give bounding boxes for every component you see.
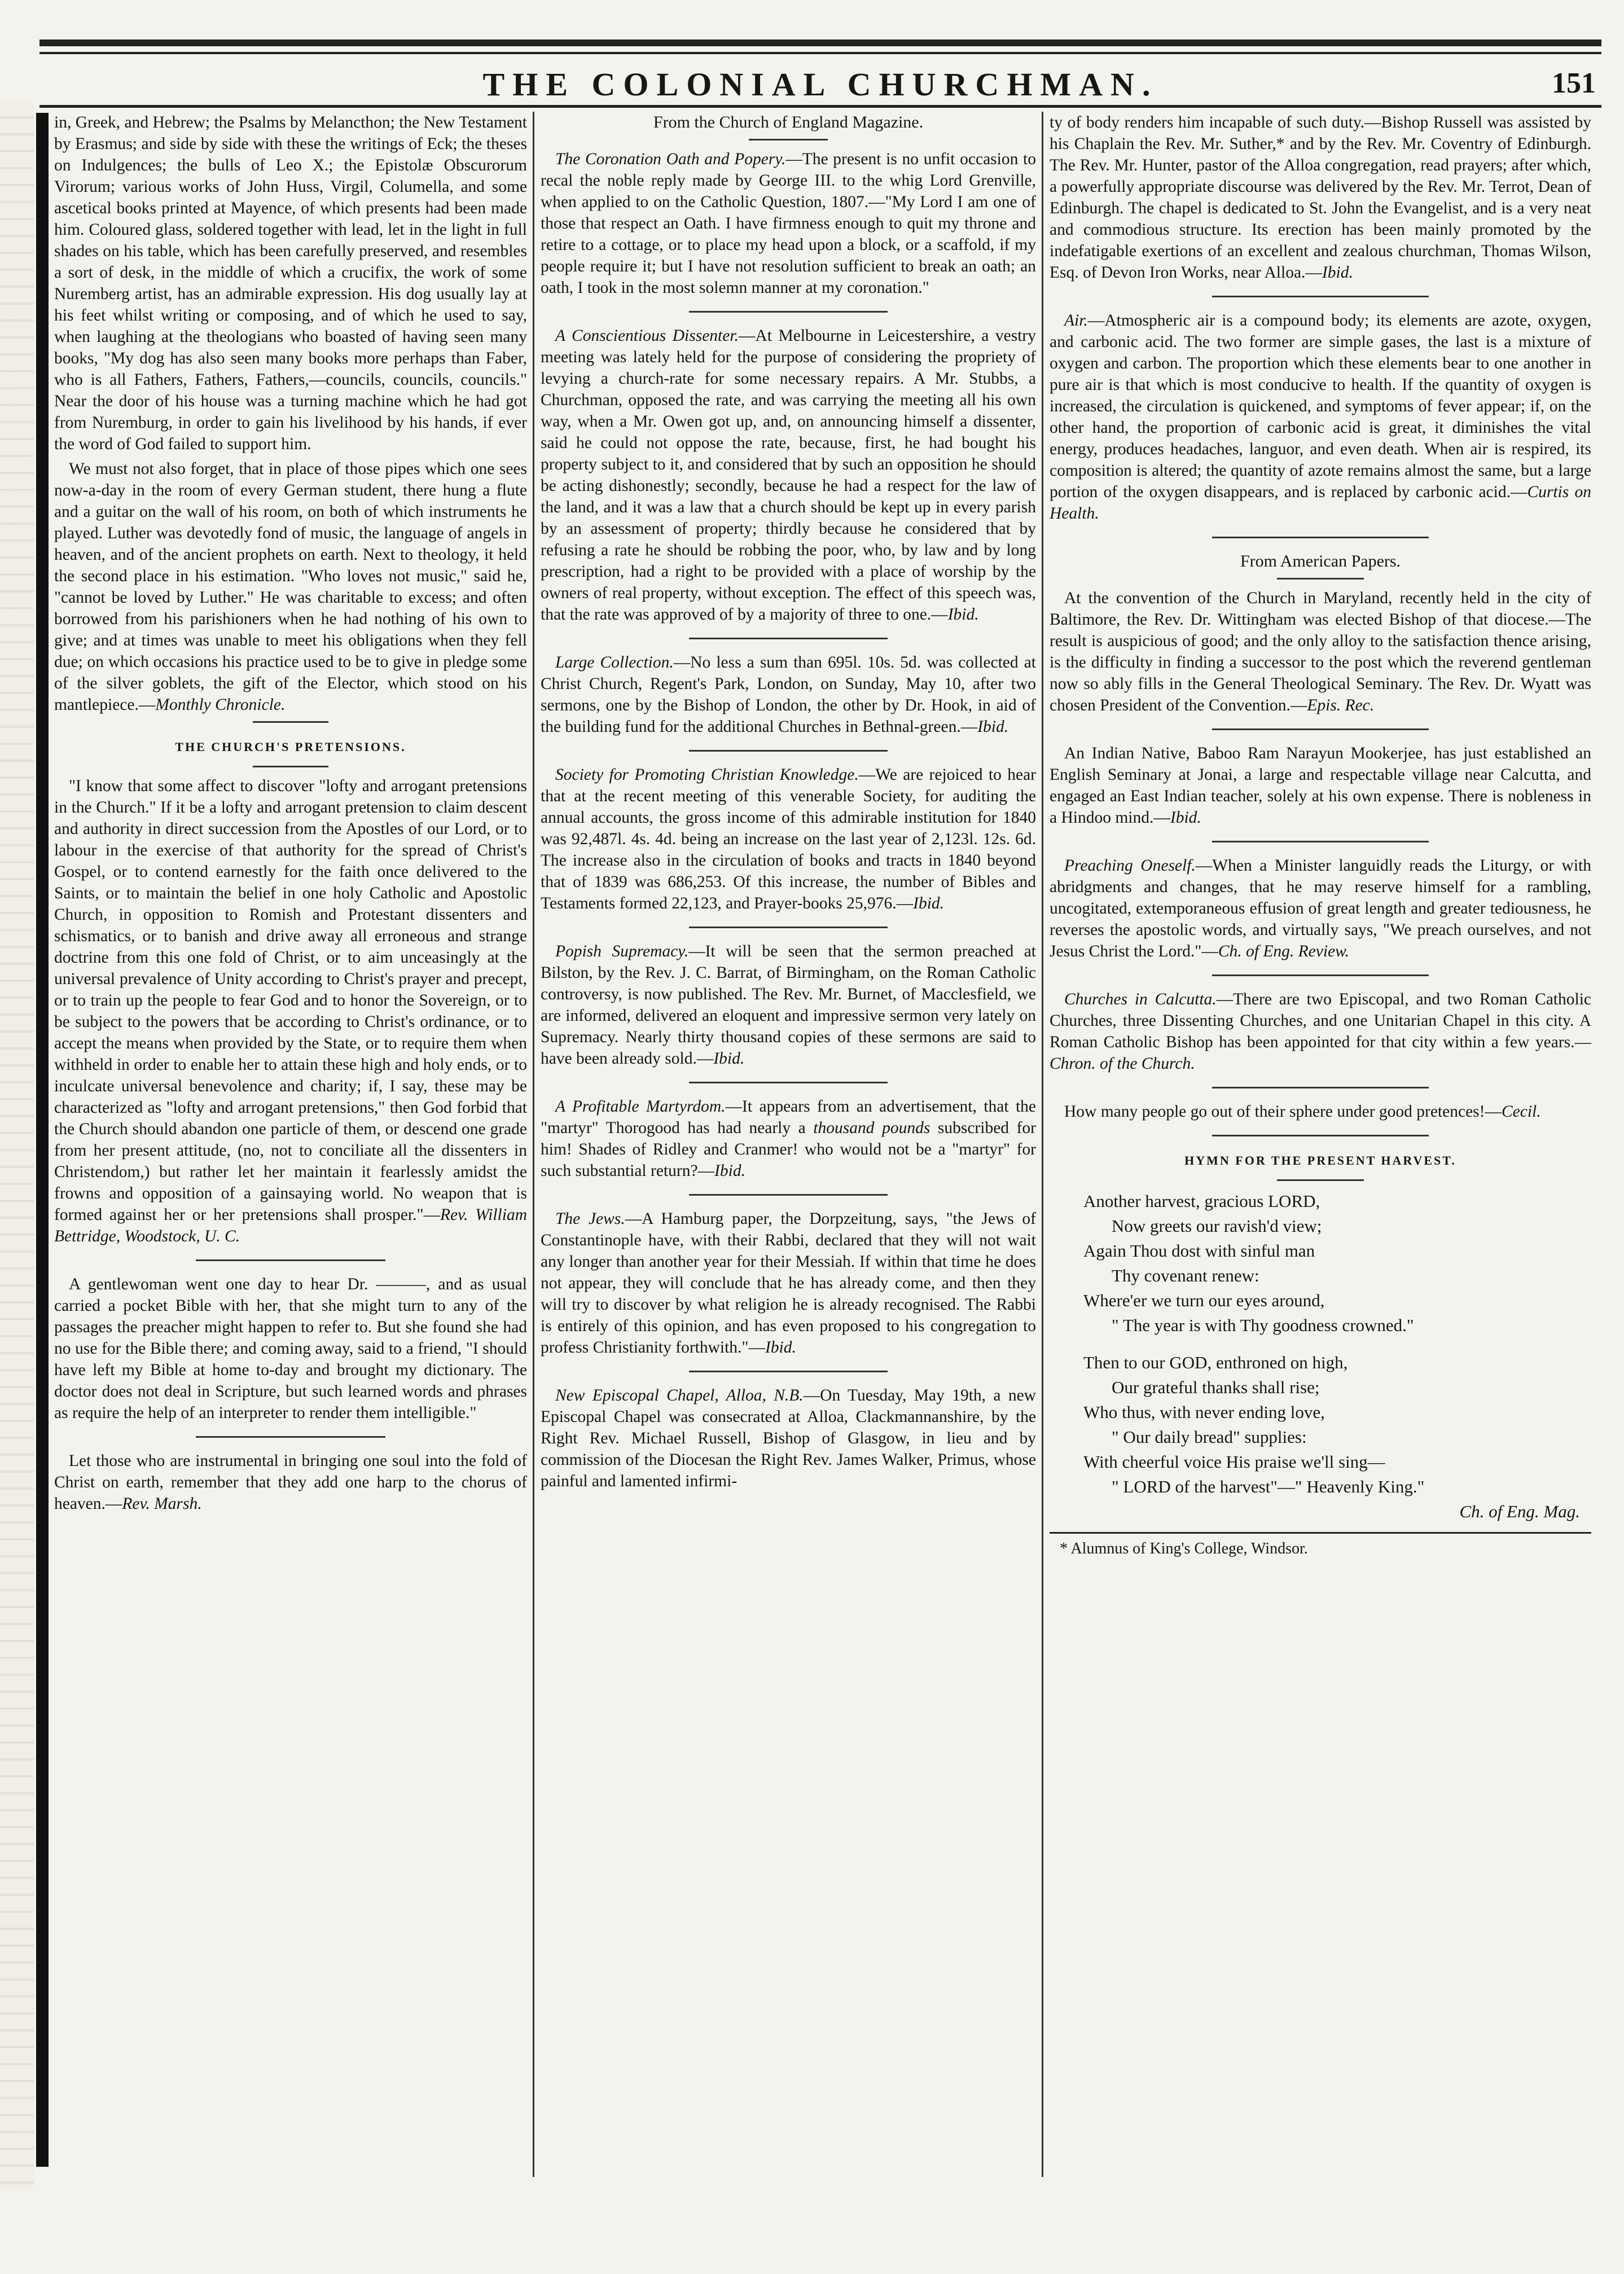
article-title: Large Collection. xyxy=(555,653,674,671)
article-title: A Profitable Martyrdom. xyxy=(555,1098,726,1116)
paragraph xyxy=(54,1450,527,1514)
paragraph-text: We must not also forget, that in place of those pipes which one sees now-a-day in the room of every German student, there hung a flute and a guitar on the wall of his room, on both of which instruments he played. Luther was devotedly fond of music, the language of angels in heaven, and of the ancient prophets on earth. Next to theology, it held the second place in his estimation. "Who loves not music," said he, "cannot be loved by Luther." He was charitable to excess; and often borrowed from his parishioners when he had nothing of his own to give; and at times was unable to meet his obligations when they fell due; on which occasions his practice used to be to give in pledge some of the silver goblets, the gift of the Elector, which stood on his mantlepiece.— xyxy=(54,460,527,714)
source-heading: From American Papers. xyxy=(1240,552,1401,570)
separator xyxy=(1212,728,1429,730)
hymn-line: Another harvest, gracious LORD, xyxy=(1083,1191,1320,1211)
separator xyxy=(1212,1135,1429,1136)
binding-shadow xyxy=(36,113,49,2167)
hymn-line: Where'er we turn our eyes around, xyxy=(1083,1290,1325,1310)
article-body: —A Hamburg paper, the Dorpzeitung, says, "the Jews of Constantinople have, with their Rabbi, declared that they will not wait any longer than another year for their Messiah. If within that time he does not appear, they will conclude that he has already come, and then they will try to discover by what religion he is already recognised. The Rabbi is entirely of this opinion, and has even proposed to his congregation to profess Christianity forthwith."— xyxy=(541,1210,1036,1357)
attribution: Ibid. xyxy=(1170,809,1201,827)
separator xyxy=(1212,1087,1429,1088)
hymn xyxy=(1083,1189,1591,1524)
attribution: Ibid. xyxy=(913,894,945,912)
article-title: The Jews. xyxy=(555,1210,625,1228)
article-body: —At Melbourne in Leicestershire, a vestry meeting was lately held for the purpose of considering the propriety of levying a church-rate for some necessary repairs. A Mr. Stubbs, a Churchman, opposed the rate, and was carrying the meeting all his own way, when a Mr. Owen got up, and, on announcing himself a dissenter, said he could not oppose the rate, because, first, he had bought his property subject to it, and considered that by such an opposition he should be acting dishonestly; secondly, because he had a respect for the law of the land, and it was a law that a church should be kept up in every parish by an assessment of property; thirdly because he considered that by refusing a rate he should be robbing the poor, who, by law and by long prescription, had a right to be provided with a place of worship by the owners of real property, without exception. The effect of this speech was, that the rate was approved of by a majority of three to one.— xyxy=(541,327,1037,624)
article-title: Churches in Calcutta. xyxy=(1064,990,1217,1008)
separator xyxy=(1212,974,1429,976)
attribution: Ibid. xyxy=(713,1050,745,1068)
article xyxy=(1050,989,1591,1074)
article-body: How many people go out of their sphere under good pretences!— xyxy=(1064,1103,1502,1121)
footnote-rule xyxy=(1050,1532,1591,1534)
header-rule xyxy=(39,105,1601,108)
hymn-line: Again Thou dost with sinful man xyxy=(1083,1241,1315,1261)
article-body: —We are rejoiced to hear that at the recent meeting of this venerable Society, for auditing the annual accounts, the gross income of this admirable institution for 1840 was 92,487l. 4s. 4d. being an increase on the last year of 2,123l. 12s. 6d. The increase also in the circulation of books and tracts in 1840 beyond that of 1839 was 686,253. Of this increase, the number of Bibles and Testaments formed 22,123, and Prayer-books 25,976.— xyxy=(541,766,1036,912)
attribution: Ibid. xyxy=(1322,264,1353,282)
hymn-line: Now greets our ravish'd view; xyxy=(1112,1216,1322,1236)
column-rule xyxy=(533,112,534,2177)
article-title: A Conscientious Dissenter. xyxy=(555,327,739,345)
separator xyxy=(1277,1179,1364,1181)
article-body: —When a Minister languidly reads the Liturgy, or with abridgments and changes, that he may reserve himself for a rambling, uncogitated, extemporaneous effusion of great length and greater tediousness, he reverses the apostolic words, and virtually says, "We preach ourselves, and not Jesus Christ the Lord."— xyxy=(1050,857,1592,960)
separator xyxy=(253,721,328,723)
article-body: subscribed for him! Shades of Ridley and Cranmer! who would not be a "martyr" for such substantial return?— xyxy=(541,1119,1036,1180)
article xyxy=(541,148,1036,298)
separator xyxy=(253,766,328,767)
separator xyxy=(689,1371,887,1372)
article-title: Air. xyxy=(1064,311,1088,330)
article-title: Society for Promoting Christian Knowledge. xyxy=(555,766,859,784)
page-header xyxy=(39,61,1601,106)
article xyxy=(541,941,1036,1069)
hymn-line: With cheerful voice His praise we'll sing— xyxy=(1083,1452,1385,1472)
article xyxy=(541,1208,1036,1358)
article-body: ty of body renders him incapable of such duty.—Bishop Russell was assisted by his Chaplain the Rev. Mr. Suther,* and by the Rev. Mr. Coventry of Edinburgh. The Rev. Mr. Hunter, pastor of the Alloa congregation, read prayers; after which, a powerfully appropriate discourse was delivered by the Rev. Mr. Terrot, Dean of Edinburgh. The chapel is dedicated to St. John the Evangelist, and is a very neat and commodious structure. Its erection has been mainly promoted by the indefatigable exertions of an excellent and zealous churchman, Thomas Wilson, Esq. of Devon Iron Works, near Alloa.— xyxy=(1050,113,1591,282)
column-1 xyxy=(54,112,527,1518)
separator xyxy=(1212,296,1429,297)
article-body: An Indian Native, Baboo Ram Narayun Mookerjee, has just established an English Seminary at Jonai, a large and respectable village near Calcutta, and engaged an East Indian teacher, solely at his own expense. There is nobleness in a Hindoo mind.— xyxy=(1050,744,1591,827)
article xyxy=(1050,855,1591,962)
article-title: New Episcopal Chapel, Alloa, N.B. xyxy=(555,1386,804,1404)
separator xyxy=(689,638,887,639)
column-3 xyxy=(1050,112,1591,1563)
hymn-attribution: Ch. of Eng. Mag. xyxy=(1459,1502,1580,1521)
article xyxy=(1050,743,1591,828)
paragraph xyxy=(54,775,527,1247)
separator xyxy=(1212,841,1429,842)
top-rule xyxy=(39,39,1601,46)
article-title: Preaching Oneself. xyxy=(1064,857,1196,875)
separator xyxy=(689,1082,887,1083)
paragraph: in, Greek, and Hebrew; the Psalms by Melancthon; the New Testament by Erasmus; and side by side with these the writings of Eck; the theses on Indulgences; the bulls of Leo X.; the Epistolæ Obscurorum Virorum; various works of John Huss, Virgil, Columella, and some ascetical books printed at Mayence, of which presents had been made him. Coloured glass, soldered together with lead, let in the light in full shades on his table, which has been carefully preserved, and resembles a sort of desk, in the middle of which a crucifix, the work of some Nuremberg artist, has an admirable expression. His dog usually lay at his feet whilst writing or composing, and of which he used to say, when laughing at the theologians who boasted of having seen many books, "My dog has also seen many books more perhaps than Faber, who is all Fathers, Fathers, Fathers,—councils, councils, councils." Near the door of his house was a turning machine which he had got from Nuremburg, in order to gain his livelihood by his hands, if ever the word of God failed to support him. xyxy=(54,113,527,453)
footnote: * Alumnus of King's College, Windsor. xyxy=(1060,1540,1308,1557)
hymn-line: Who thus, with never ending love, xyxy=(1083,1402,1325,1422)
article-continuation xyxy=(1050,112,1591,283)
source-heading: From the Church of England Magazine. xyxy=(653,113,924,131)
hymn-line: " Our daily bread" supplies: xyxy=(1112,1427,1307,1447)
paragraph xyxy=(54,458,527,715)
hymn-line: Then to our GOD, enthroned on high, xyxy=(1083,1353,1348,1372)
hymn-line: Thy covenant renew: xyxy=(1112,1266,1259,1285)
separator xyxy=(689,1194,887,1196)
article-body: —On Tuesday, May 19th, a new Episcopal Chapel was consecrated at Alloa, Clackmannanshire, by the Right Rev. Michael Russell, Bishop of Glasgow, in lieu and by commission of the Diocesan the Right Rev. James Walker, Primus, whose painful and lamented infirmi- xyxy=(541,1386,1036,1490)
separator xyxy=(196,1259,385,1261)
hymn-line: " The year is with Thy goodness crowned." xyxy=(1112,1315,1414,1335)
article-body: —It appears from an advertisement, that the "martyr" Thorogood has had nearly a xyxy=(541,1098,1036,1137)
separator xyxy=(689,750,887,752)
attribution: Ibid. xyxy=(765,1338,796,1357)
hymn-line: Our grateful thanks shall rise; xyxy=(1112,1377,1320,1397)
article-body: —Atmospheric air is a compound body; its elements are azote, oxygen, and carbonic acid. The two former are simple gases, the last is a mixture of oxygen and carbon. The proportion which these elements bear to one another in pure air is that which is most conducive to health. If the quantity of oxygen is increased, the circulation is quickened, and symptoms of fever appear; if, on the other hand, the proportion of carbonic acid is great, it diminishes the vital energy, produces headaches, languor, and even death. When air is respired, its composition is altered; the quantity of azote remains almost the same, but a large portion of the oxygen disappears, and is replaced by carbonic acid.— xyxy=(1050,311,1591,501)
article xyxy=(541,764,1036,914)
article-body: At the convention of the Church in Maryland, recently held in the city of Baltimore, the Rev. Dr. Wittingham was elected Bishop of that diocese.—The result is auspicious of good; and the only alloy to the satisfaction thence arising, is the difficulty in finding a successor to the post which the reverend gentleman now so ably fills in the General Theological Seminary. The Rev. Dr. Wyatt was chosen President of the Convention.— xyxy=(1050,589,1591,714)
attribution: Ibid. xyxy=(714,1162,745,1180)
top-rule-thin xyxy=(39,52,1601,54)
article-body: —There are two Episcopal, and two Roman Catholic Churches, three Dissenting Churches, and one Unitarian Chapel in this city. A Roman Catholic Bishop has been appointed for that city within a few years.— xyxy=(1050,990,1591,1051)
separator xyxy=(1212,537,1429,538)
paragraph-text: "I know that some affect to discover "lofty and arrogant pretensions in the Church." If it be a lofty and arrogant pretension to claim descent and authority in direct succession from the Apostles of our Lord, or to labour in the exercise of that authority for the spread of Christ's Gospel, or to contend earnestly for the faith once delivered to the Saints, or to maintain the belief in one holy Catholic and Apostolic Church, in opposition to Romish and Protestant dissenters and schismatics, or to banish and drive away all erroneous and strange doctrine from this one fold of Christ, or to aim unceasingly at the universal prevalence of Unity according to Christ's prayer and precept, or to train up the people to fear God and to honor the Sovereign, or to be subject to the powers that be according to Christ's ordinance, or to accept the means when provided by the State, or to require them when withheld in order to enable her to attain these high and holy ends, or to inculcate universal benevolence and charity; if, I say, these may be characterized as "lofty and arrogant pretensions," then God forbid that the Church should abandon one particle of them, or descend one grade from her present attitude, (no, not to conciliate all the dissenters in Christendom,) but rather let her maintain it fearlessly amidst the frowns and opposition of a gainsaying world. No weapon that is formed against her or her pretensions shall prosper."— xyxy=(54,777,527,1224)
attribution: Epis. Rec. xyxy=(1307,696,1375,714)
article xyxy=(541,652,1036,737)
page-number: 151 xyxy=(1552,67,1596,99)
section-heading: THE CHURCH'S PRETENSIONS. xyxy=(175,740,406,754)
separator xyxy=(196,1436,385,1438)
article xyxy=(541,1096,1036,1182)
attribution: Ibid. xyxy=(977,718,1009,736)
stanza-gap xyxy=(1083,1338,1591,1350)
article-title: The Coronation Oath and Popery. xyxy=(555,150,786,168)
article xyxy=(1050,310,1591,524)
torn-page-edge xyxy=(0,102,34,2189)
masthead-title: THE COLONIAL CHURCHMAN. xyxy=(482,66,1158,103)
article xyxy=(541,325,1036,625)
separator xyxy=(689,927,887,928)
article-body: —The present is no unfit occasion to recal the noble reply made by George III. to the whig Lord Grenville, when applied to on the Catholic Question, 1807.—"My Lord I am one of those that respect an Oath. I have firmness enough to quit my throne and retire to a cottage, or to place my head upon a block, or a scaffold, if my people require it; but I have not resolution sufficient to break an oath; an oath, I took in the most solemn manner at my coronation." xyxy=(541,150,1036,297)
paragraph-text: Let those who are instrumental in bringing one soul into the fold of Christ on earth, remember that they add one harp to the chorus of heaven.— xyxy=(54,1452,527,1513)
attribution: Ibid. xyxy=(947,605,979,624)
attribution: Monthly Chronicle. xyxy=(155,696,286,714)
article xyxy=(1050,1101,1591,1122)
paragraph: A gentlewoman went one day to hear Dr. ———, and as usual carried a pocket Bible with her, that she might turn to any of the passages the preacher might happen to refer to. But she found she had no use for the Bible there; and coming away, said to a friend, "I should have left my Bible at home to-day and brought my dictionary. The doctor does not deal in Scripture, but such learned words and phrases as require the help of an interpreter to render them intelligible." xyxy=(54,1275,527,1422)
article-body: —No less a sum than 695l. 10s. 5d. was collected at Christ Church, Regent's Park, London, on Sunday, May 10, after two sermons, one by the Bishop of London, the other by Dr. Hook, in aid of the building fund for the additional Churches in Bethnal-green.— xyxy=(541,653,1036,736)
attribution: Chron. of the Church. xyxy=(1050,1055,1195,1073)
column-rule xyxy=(1042,112,1043,2177)
attribution: Curtis on Health. xyxy=(1050,483,1591,523)
attribution: Cecil. xyxy=(1501,1103,1541,1121)
column-2 xyxy=(541,112,1036,1495)
attribution: Rev. Marsh. xyxy=(122,1495,202,1513)
attribution: Rev. William Bettridge, Woodstock, U. C. xyxy=(54,1206,527,1245)
attribution: Ch. of Eng. Review. xyxy=(1218,942,1349,960)
separator xyxy=(1277,578,1364,580)
article xyxy=(541,1385,1036,1492)
article-body: —It will be seen that the sermon preached at Bilston, by the Rev. J. C. Barrat, of Birmingham, on the Roman Catholic controversy, is now published. The Rev. Mr. Burnet, of Macclesfield, we are informed, delivered an eloquent and impressive sermon very lately on Supremacy. Nearly thirty thousand copies of these sermons are said to have been already sold.— xyxy=(541,942,1036,1068)
separator xyxy=(689,311,887,313)
article-title: Popish Supremacy. xyxy=(555,942,689,960)
article-emphasis: thousand pounds xyxy=(813,1119,930,1137)
separator xyxy=(749,139,828,141)
hymn-line: " LORD of the harvest"—" Heavenly King." xyxy=(1112,1477,1425,1496)
article xyxy=(1050,587,1591,716)
hymn-title: HYMN FOR THE PRESENT HARVEST. xyxy=(1184,1153,1456,1167)
